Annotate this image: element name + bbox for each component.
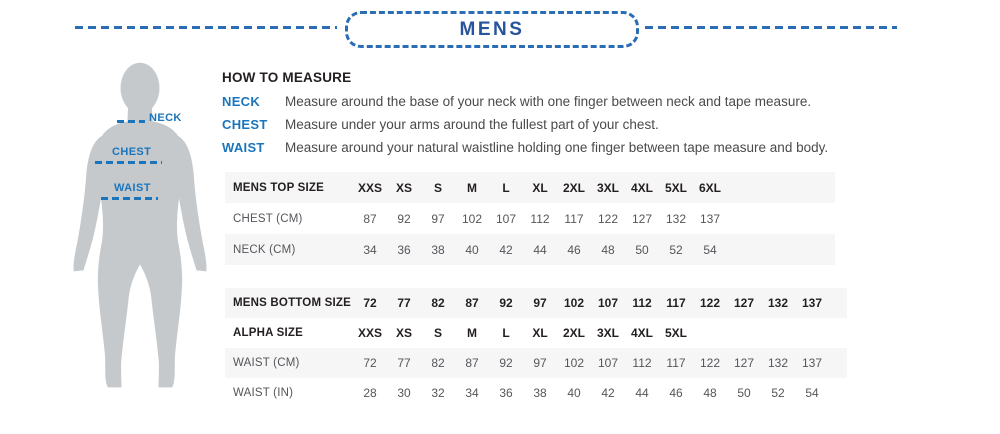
size-value-cell: S [433, 326, 442, 340]
mens-bottom-size-table [225, 288, 847, 408]
measure-instruction-neck [222, 94, 942, 109]
male-silhouette-icon [62, 57, 218, 398]
size-value-cell: 122 [699, 356, 721, 370]
size-value-cell: 44 [635, 386, 649, 400]
size-value-cell: 34 [363, 242, 377, 257]
size-header-cell: XS [395, 180, 412, 195]
size-value-cell: 102 [563, 356, 585, 370]
row-label: CHEST (CM) [233, 212, 303, 225]
size-value-cell: 117 [564, 211, 584, 226]
size-header-cell: XXS [357, 180, 382, 195]
size-value-cell: 32 [431, 386, 445, 400]
size-header-cell: 3XL [596, 180, 619, 195]
size-header-cell: XL [532, 180, 548, 195]
size-value-cell: 38 [431, 242, 445, 257]
size-value-cell: 97 [431, 211, 445, 226]
size-value-cell: 46 [669, 386, 683, 400]
size-value-cell: 42 [499, 242, 513, 257]
size-header-cell: 102 [563, 296, 585, 310]
size-value-cell: 112 [632, 356, 652, 370]
size-value-cell: 107 [495, 211, 517, 226]
size-header-cell: 87 [465, 296, 479, 310]
size-value-cell: 52 [669, 242, 683, 257]
size-value-cell: 52 [771, 386, 785, 400]
size-value-cell: 87 [465, 356, 479, 370]
row-label: WAIST (CM) [233, 357, 300, 369]
size-value-cell: 48 [601, 242, 615, 257]
waist-measure-line [101, 197, 158, 200]
size-value-cell: 48 [703, 386, 717, 400]
neck-measure-line [117, 120, 145, 123]
size-header-cell: 122 [699, 296, 721, 310]
instruction-text: Measure around your natural waistline holding one finger between tape measure and body. [285, 140, 829, 155]
size-value-cell: 36 [499, 386, 513, 400]
instruction-label: WAIST [222, 140, 265, 155]
how-to-measure-section [222, 70, 942, 163]
size-value-cell: 5XL [664, 326, 687, 340]
size-value-cell: 50 [635, 242, 649, 257]
size-value-cell: 127 [631, 211, 653, 226]
table-header-row [225, 288, 847, 318]
size-header-cell: S [433, 180, 442, 195]
table-row-neck-cm [225, 234, 835, 265]
size-value-cell: XS [395, 326, 412, 340]
chest-measure-line [95, 161, 162, 164]
size-value-cell: 122 [597, 211, 619, 226]
size-header-cell: 92 [499, 296, 513, 310]
row-label: MENS BOTTOM SIZE [233, 297, 351, 309]
size-header-cell: 97 [533, 296, 547, 310]
size-value-cell: 40 [567, 386, 581, 400]
neck-figure-label: NECK [149, 112, 182, 124]
row-label: NECK (CM) [233, 243, 296, 256]
size-value-cell: 28 [363, 386, 377, 400]
size-header-cell: M [467, 180, 477, 195]
mens-top-size-table [225, 172, 835, 265]
size-header-cell: 5XL [664, 180, 687, 195]
row-label: ALPHA SIZE [233, 327, 303, 339]
size-value-cell: 72 [363, 356, 377, 370]
row-label: WAIST (IN) [233, 387, 294, 399]
measure-instruction-chest [222, 117, 942, 132]
size-value-cell: 46 [567, 242, 581, 257]
size-header-cell: 82 [431, 296, 445, 310]
size-value-cell: 50 [737, 386, 751, 400]
size-value-cell: 38 [533, 386, 547, 400]
size-value-cell: 34 [465, 386, 479, 400]
size-value-cell: 132 [665, 211, 687, 226]
size-value-cell: 102 [461, 211, 483, 226]
table-row-waist-cm [225, 348, 847, 378]
size-value-cell: 40 [465, 242, 479, 257]
size-value-cell: 112 [530, 211, 550, 226]
size-header-cell: 4XL [630, 180, 653, 195]
size-value-cell: 127 [733, 356, 755, 370]
size-value-cell: M [467, 326, 477, 340]
instruction-label: NECK [222, 94, 261, 109]
size-value-cell: 2XL [562, 326, 585, 340]
chest-figure-label: CHEST [112, 146, 152, 158]
size-value-cell: 132 [767, 356, 789, 370]
size-header-cell: 117 [666, 296, 686, 310]
instruction-text: Measure under your arms around the fullest part of your chest. [285, 117, 659, 132]
size-value-cell: L [502, 326, 510, 340]
size-value-cell: 137 [801, 356, 823, 370]
size-header-cell: 2XL [562, 180, 585, 195]
body-measurement-figure [62, 57, 218, 398]
size-value-cell: 3XL [596, 326, 619, 340]
size-value-cell: 92 [397, 211, 411, 226]
table-row-chest-cm [225, 203, 835, 234]
size-header-cell: L [502, 180, 510, 195]
row-label: MENS TOP SIZE [233, 181, 325, 194]
size-value-cell: XL [532, 326, 548, 340]
size-value-cell: 36 [397, 242, 411, 257]
size-header-cell: 112 [632, 296, 652, 310]
banner-title: MENS [459, 18, 525, 40]
size-value-cell: 30 [397, 386, 411, 400]
size-value-cell: XXS [357, 326, 382, 340]
waist-figure-label: WAIST [114, 182, 151, 194]
size-header-cell: 107 [597, 296, 619, 310]
table-row-waist-in [225, 378, 847, 408]
size-value-cell: 97 [533, 356, 547, 370]
size-value-cell: 54 [703, 242, 717, 257]
size-value-cell: 82 [431, 356, 445, 370]
size-value-cell: 92 [499, 356, 513, 370]
banner-right-dash-line [645, 26, 897, 29]
size-value-cell: 87 [363, 211, 377, 226]
size-header-cell: 6XL [698, 180, 721, 195]
mens-banner-pill [345, 11, 639, 48]
size-value-cell: 44 [533, 242, 547, 257]
measure-instruction-waist [222, 140, 942, 155]
table-header-row [225, 172, 835, 203]
size-value-cell: 137 [699, 211, 721, 226]
how-to-measure-title: HOW TO MEASURE [222, 70, 352, 85]
size-value-cell: 107 [597, 356, 619, 370]
size-header-cell: 77 [397, 296, 411, 310]
size-value-cell: 4XL [630, 326, 653, 340]
instruction-text: Measure around the base of your neck with one finger between neck and tape measure. [285, 94, 812, 109]
size-header-cell: 72 [363, 296, 377, 310]
table-row-alpha-size [225, 318, 847, 348]
size-value-cell: 117 [666, 356, 686, 370]
size-header-cell: 132 [767, 296, 789, 310]
size-value-cell: 77 [397, 356, 411, 370]
size-value-cell: 42 [601, 386, 615, 400]
banner-left-dash-line [75, 26, 337, 29]
instruction-label: CHEST [222, 117, 268, 132]
size-header-cell: 137 [801, 296, 823, 310]
size-value-cell: 54 [805, 386, 819, 400]
size-header-cell: 127 [733, 296, 755, 310]
